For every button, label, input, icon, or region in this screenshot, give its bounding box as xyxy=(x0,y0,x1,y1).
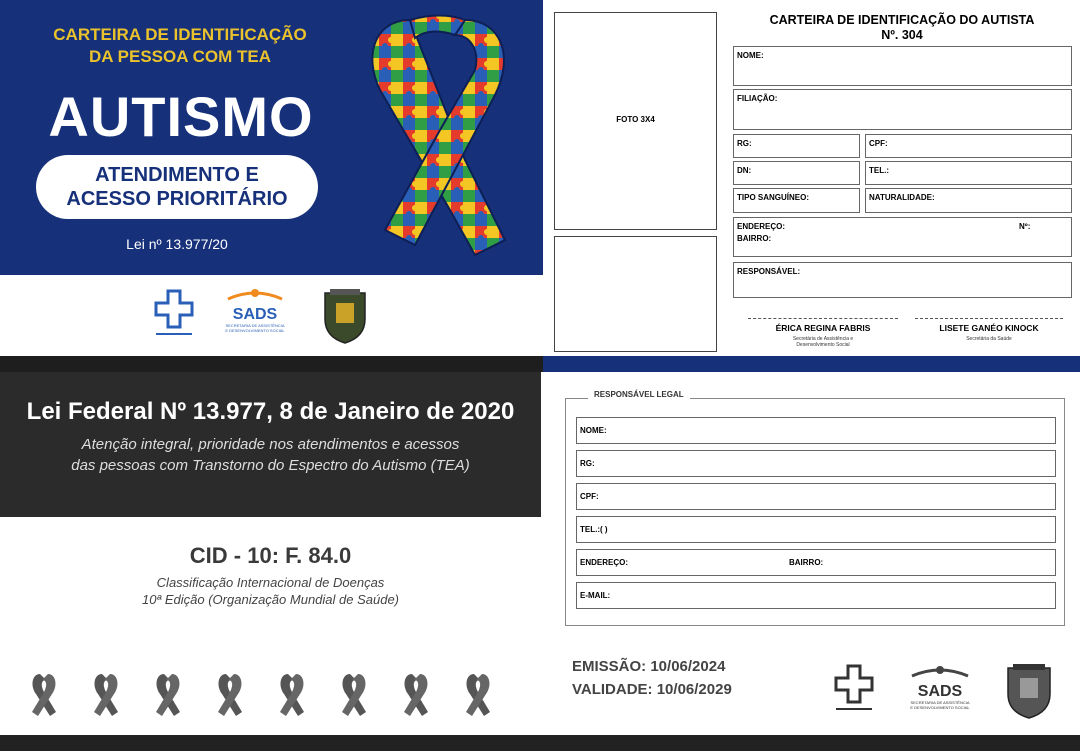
card-title xyxy=(732,13,1072,43)
awareness-ribbon-icon xyxy=(156,674,180,716)
health-logo-icon xyxy=(836,666,872,710)
field-naturalidade[interactable] xyxy=(865,188,1072,213)
signature-role-1b: Desenvolvimento Social xyxy=(796,342,850,348)
field-endereco-label: ENDEREÇO: xyxy=(737,222,786,231)
legal-field-email[interactable] xyxy=(576,582,1056,609)
legal-field-cpf-label: CPF: xyxy=(580,492,599,501)
signature-role-1a: Secretária de Assistência e xyxy=(792,336,854,342)
signature-line-2 xyxy=(915,318,1063,319)
coat-of-arms-icon xyxy=(325,289,365,343)
cid-desc-line1: Classificação Internacional de Doenças xyxy=(156,575,385,590)
law-description xyxy=(0,434,541,476)
health-logo-icon xyxy=(156,291,192,335)
field-rg-label: RG: xyxy=(737,139,752,148)
field-tel-label: TEL.: xyxy=(869,166,889,175)
awareness-ribbon-icon xyxy=(218,674,242,716)
legal-field-nome-label: NOME: xyxy=(580,426,607,435)
signature-role-2: Secretária da Saúde xyxy=(966,336,1012,342)
sads-logo-icon xyxy=(228,289,282,299)
sads-sub2-back: E DESENVOLVIMENTO SOCIAL xyxy=(910,705,970,710)
ribbon-row xyxy=(28,670,508,720)
front-law: Lei nº 13.977/20 xyxy=(126,236,228,252)
puzzle-ribbon-icon xyxy=(355,10,525,265)
signature-name-1: ÉRICA REGINA FABRIS xyxy=(775,323,871,333)
field-tel[interactable] xyxy=(865,161,1072,185)
signature-line-1 xyxy=(748,318,898,319)
expiry-date: VALIDADE: 10/06/2029 xyxy=(572,681,732,698)
issue-date: EMISSÃO: 10/06/2024 xyxy=(572,658,726,675)
divider-blue xyxy=(543,356,1080,372)
legal-field-bairro-label: BAIRRO: xyxy=(789,558,824,567)
sads-sub2: E DESENVOLVIMENTO SOCIAL xyxy=(225,328,285,333)
field-dn[interactable] xyxy=(733,161,860,185)
field-nome[interactable] xyxy=(733,46,1072,86)
law-title: Lei Federal Nº 13.977, 8 de Janeiro de 2020 xyxy=(26,398,515,425)
field-rg[interactable] xyxy=(733,134,860,158)
legal-field-nome[interactable] xyxy=(576,417,1056,444)
front-title-line1: CARTEIRA DE IDENTIFICAÇÃO xyxy=(53,25,307,44)
awareness-ribbon-icon xyxy=(94,674,118,716)
field-tipo-sanguineo[interactable] xyxy=(733,188,860,213)
legal-field-cpf[interactable] xyxy=(576,483,1056,510)
field-filiacao[interactable] xyxy=(733,89,1072,130)
coat-of-arms-icon xyxy=(1008,664,1050,718)
field-nome-label: NOME: xyxy=(737,51,764,60)
sads-label-back: SADS xyxy=(917,683,963,700)
field-cpf-label: CPF: xyxy=(869,139,888,148)
legal-field-endereco-label: ENDEREÇO: xyxy=(580,558,629,567)
cid-description xyxy=(0,574,541,608)
field-filiacao-label: FILIAÇÃO: xyxy=(737,94,778,103)
front-headline: AUTISMO xyxy=(48,85,314,148)
field-bairro-label: BAIRRO: xyxy=(737,234,772,243)
cid-code: CID - 10: F. 84.0 xyxy=(189,543,352,568)
signature-name-2: LISETE GANÉO KINOCK xyxy=(939,323,1039,333)
legal-field-email-label: E-MAIL: xyxy=(580,591,611,600)
photo-label: FOTO 3X4 xyxy=(616,115,655,124)
awareness-ribbon-icon xyxy=(342,674,366,716)
field-responsavel[interactable] xyxy=(733,262,1072,298)
front-title-line2: DA PESSOA COM TEA xyxy=(89,47,271,66)
legal-field-rg[interactable] xyxy=(576,450,1056,477)
awareness-ribbon-icon xyxy=(404,674,428,716)
blank-frame xyxy=(554,236,717,352)
field-responsavel-label: RESPONSÁVEL: xyxy=(737,267,801,276)
field-dn-label: DN: xyxy=(737,166,752,175)
field-endereco[interactable] xyxy=(733,217,1072,257)
card-title-line1: CARTEIRA DE IDENTIFICAÇÃO DO AUTISTA xyxy=(769,13,1035,27)
awareness-ribbon-icon xyxy=(280,674,304,716)
pill-line1: ATENDIMENTO E xyxy=(95,164,259,186)
sads-label: SADS xyxy=(232,306,278,323)
field-numero-label: Nº: xyxy=(1019,222,1031,231)
bottom-bar xyxy=(0,735,1080,751)
front-title xyxy=(30,24,330,68)
priority-pill xyxy=(36,155,318,219)
law-desc-line2: das pessoas com Transtorno do Espectro do Autismo (TEA) xyxy=(71,457,470,474)
field-naturalidade-label: NATURALIDADE: xyxy=(869,193,935,202)
field-cpf[interactable] xyxy=(865,134,1072,158)
pill-line2: ACESSO PRIORITÁRIO xyxy=(66,188,288,210)
field-tipo-sanguineo-label: TIPO SANGUÍNEO: xyxy=(737,193,810,202)
cid-desc-line2: 10ª Edição (Organização Mundial de Saúde) xyxy=(141,592,400,607)
legal-field-endereco[interactable] xyxy=(576,549,1056,576)
sads-logo-icon xyxy=(912,666,968,676)
legal-field-tel-label: TEL.:( ) xyxy=(580,525,608,534)
awareness-ribbon-icon xyxy=(466,674,490,716)
divider-dark xyxy=(0,356,543,372)
legal-field-rg-label: RG: xyxy=(580,459,595,468)
responsavel-legal-legend: RESPONSÁVEL LEGAL xyxy=(588,390,690,399)
law-desc-line1: Atenção integral, prioridade nos atendimentos e acessos xyxy=(81,436,460,453)
front-logos xyxy=(150,285,380,345)
back-logos xyxy=(830,660,1065,720)
legal-field-tel[interactable] xyxy=(576,516,1056,543)
card-title-number: Nº. 304 xyxy=(881,28,923,42)
sads-sub1-back: SECRETARIA DE ASSISTÊNCIA xyxy=(910,700,970,705)
sads-sub1: SECRETARIA DE ASSISTÊNCIA xyxy=(225,323,285,328)
awareness-ribbon-icon xyxy=(32,674,56,716)
